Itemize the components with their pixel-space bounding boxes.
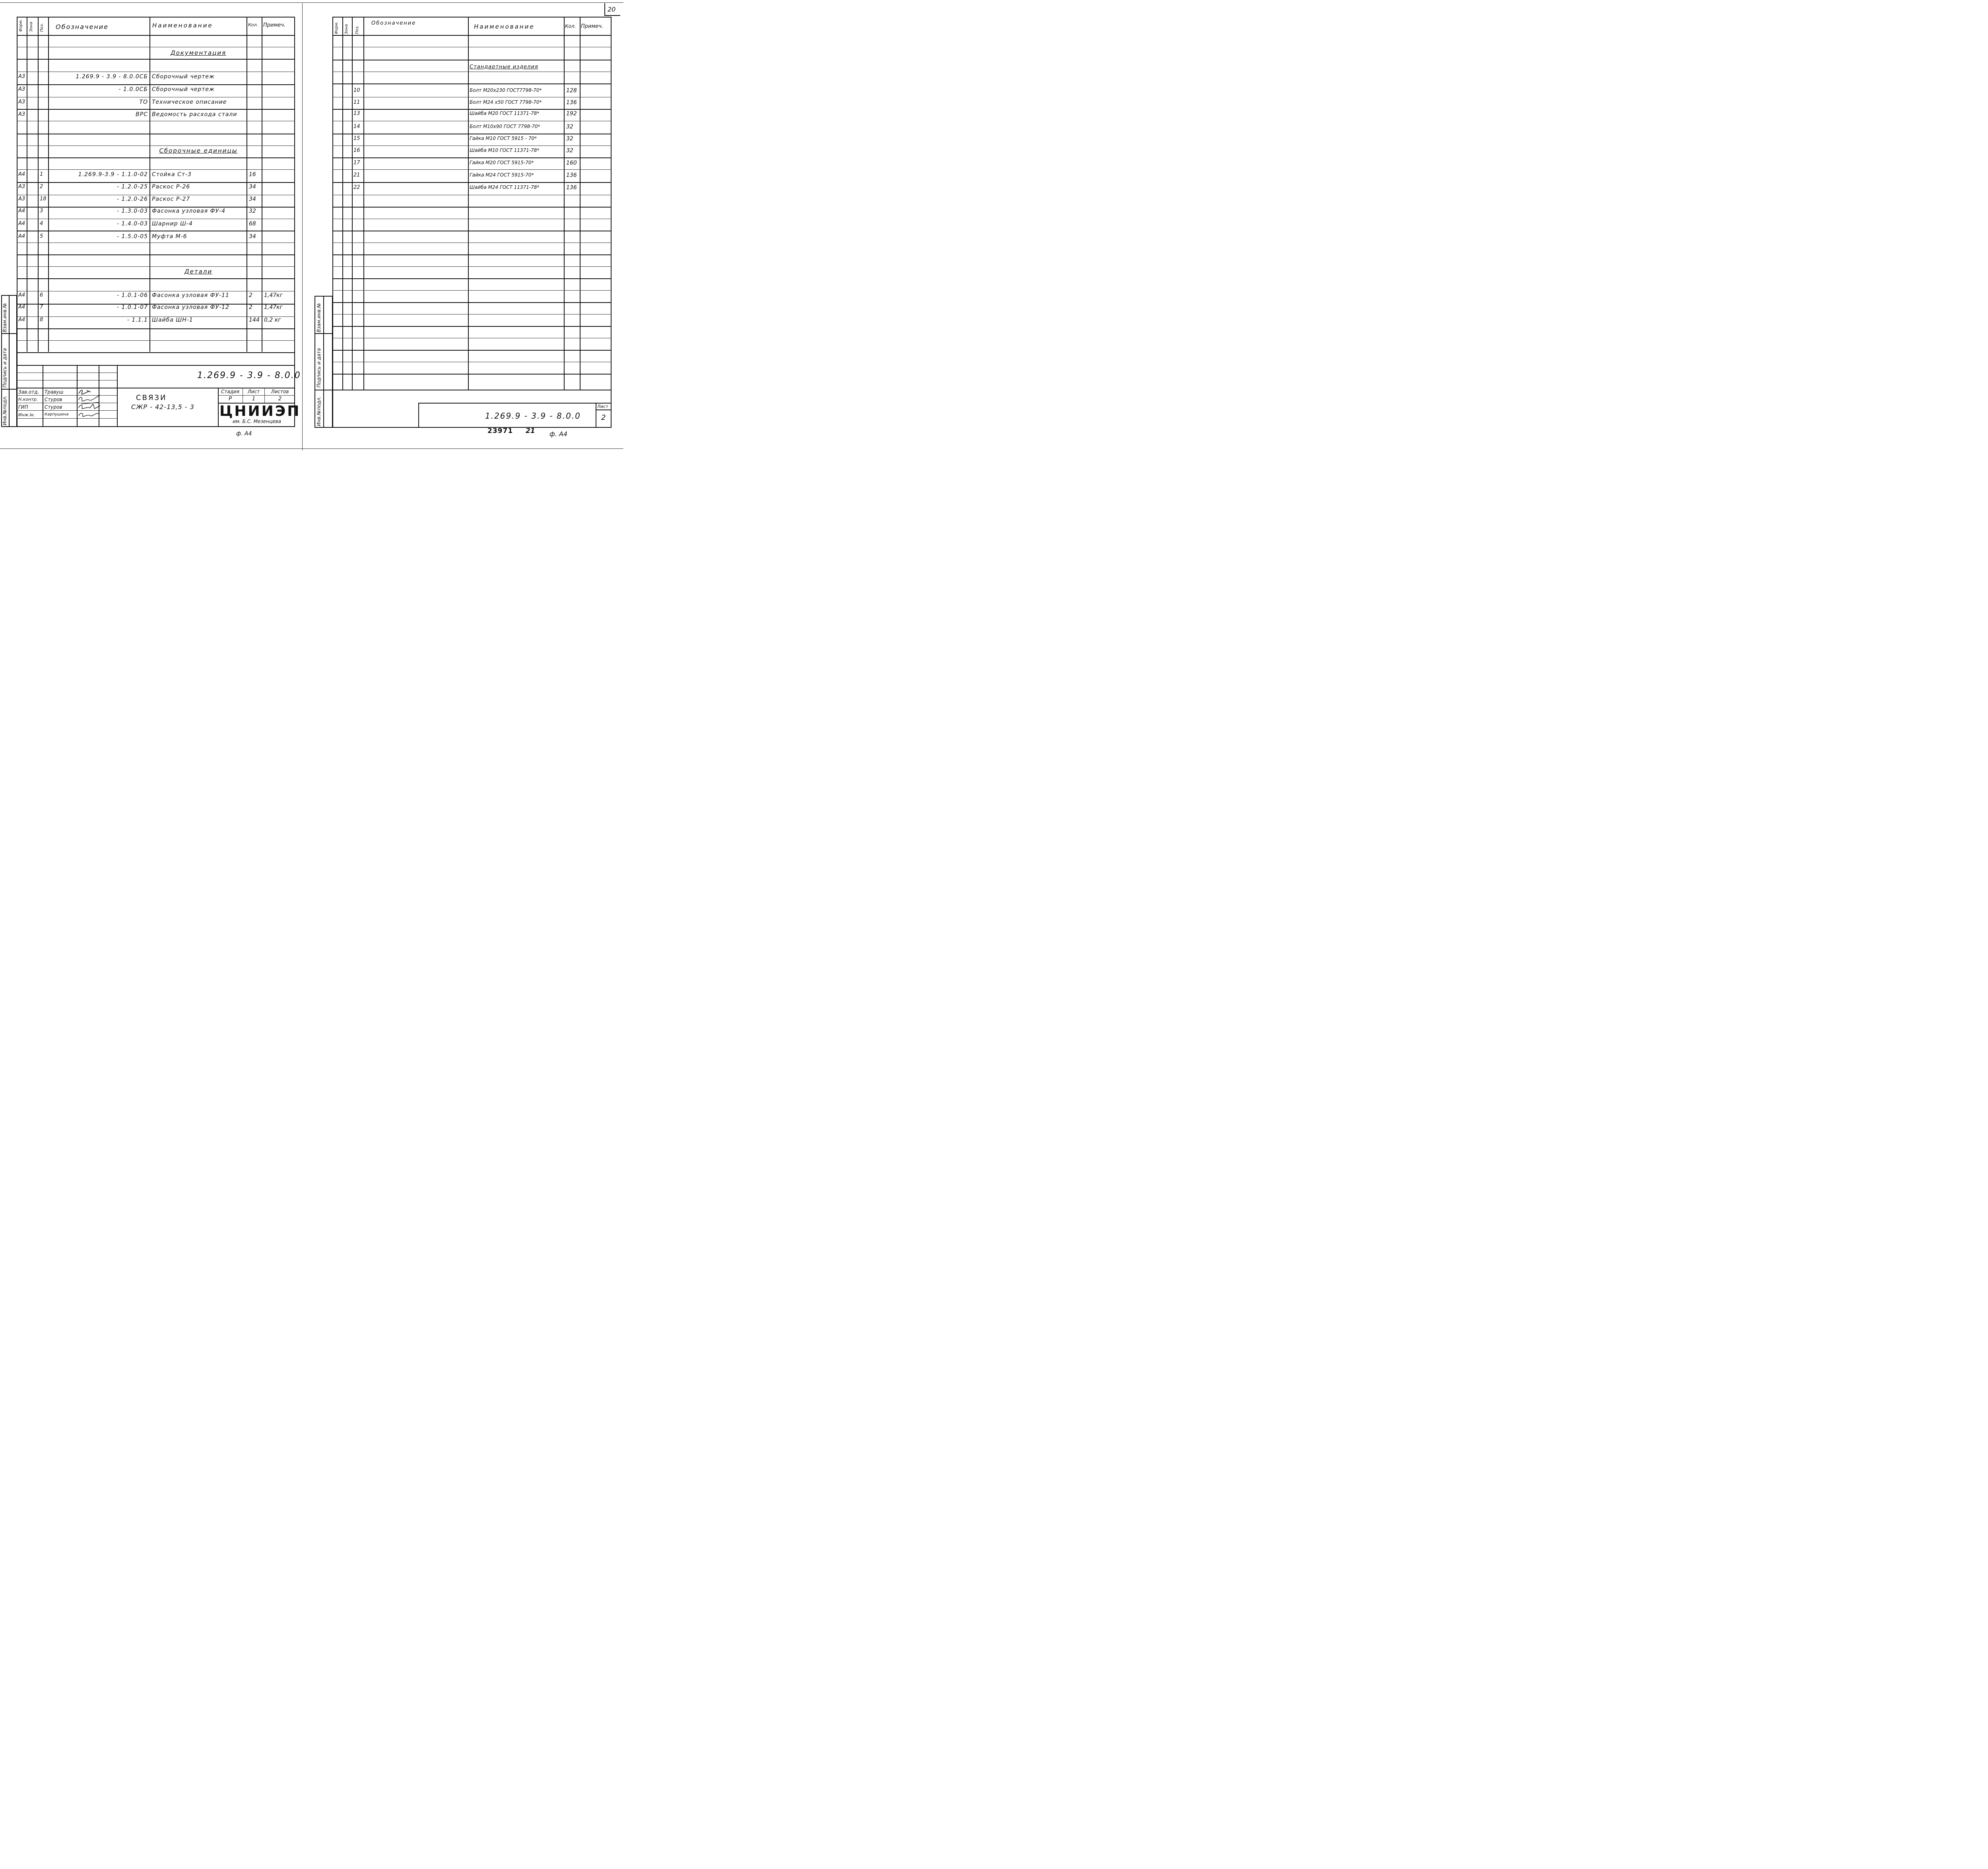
row-pos: 2 bbox=[40, 184, 43, 190]
row-format: А3 bbox=[18, 111, 25, 117]
header-note: Примеч. bbox=[263, 22, 286, 28]
col-line bbox=[352, 17, 353, 390]
row-qty: 32 bbox=[566, 124, 573, 130]
org-logo: ЦНИИЭП bbox=[219, 403, 301, 419]
row-qty: 160 bbox=[566, 160, 577, 166]
row-name: Шайба ШН-1 bbox=[152, 317, 193, 323]
section-heading: Документация bbox=[170, 49, 227, 56]
row-line bbox=[332, 278, 612, 279]
right-doc-code: 1.269.9 - 3.9 - 8.0.0 bbox=[485, 411, 581, 421]
row-format: А3 bbox=[18, 184, 25, 190]
col-line bbox=[468, 17, 469, 390]
role-gip: ГИП bbox=[18, 404, 28, 410]
tb-line bbox=[17, 365, 295, 366]
row-pos: 11 bbox=[353, 99, 360, 105]
sheet-value: 2 bbox=[601, 413, 606, 422]
side-label-sign: Подпись и дата bbox=[2, 348, 8, 388]
side-label-inv: Инв.№подл. bbox=[2, 395, 8, 425]
row-pos: 8 bbox=[40, 317, 43, 323]
row-designation: - 1.0.1-07 bbox=[117, 304, 148, 311]
row-qty: 136 bbox=[566, 99, 577, 106]
row-line bbox=[17, 157, 295, 158]
row-format: А4 bbox=[18, 304, 25, 310]
row-line bbox=[17, 169, 295, 170]
row-qty: 32 bbox=[566, 148, 573, 154]
row-pos: 10 bbox=[353, 87, 360, 93]
row-qty: 128 bbox=[566, 87, 577, 94]
col-line bbox=[38, 17, 39, 352]
header-pos: Поз. bbox=[355, 25, 359, 34]
row-pos: 13 bbox=[353, 111, 360, 116]
row-line bbox=[17, 340, 295, 341]
row-line bbox=[17, 328, 295, 329]
doc-title-line1: СВЯЗИ bbox=[136, 394, 167, 402]
row-format: А3 bbox=[18, 86, 25, 92]
row-format: А4 bbox=[18, 208, 25, 214]
side-strip-divider bbox=[323, 296, 324, 428]
row-format: А4 bbox=[18, 171, 25, 177]
header-note: Примеч. bbox=[581, 23, 604, 29]
row-qty: 32 bbox=[249, 208, 256, 214]
row-name: Шарнир Ш-4 bbox=[152, 221, 193, 227]
row-name: Сборочный чертеж bbox=[152, 74, 215, 80]
row-line bbox=[17, 182, 295, 183]
row-name: Муфта М-6 bbox=[152, 233, 187, 240]
row-qty: 68 bbox=[249, 221, 256, 227]
row-name: Раскос Р-27 bbox=[152, 196, 190, 202]
col-line bbox=[342, 17, 343, 390]
header-zone: Зона bbox=[29, 21, 33, 32]
col-line bbox=[48, 17, 49, 352]
header-qty: Кол. bbox=[565, 23, 576, 29]
tb-line bbox=[17, 395, 117, 396]
row-line bbox=[17, 35, 295, 36]
row-format: А3 bbox=[18, 99, 25, 105]
page-number: 20 bbox=[608, 6, 616, 13]
row-line bbox=[332, 182, 612, 183]
top-edge-line bbox=[0, 2, 623, 3]
row-line bbox=[17, 109, 295, 110]
row-pos: 7 bbox=[40, 304, 43, 310]
right-format-note: ф. А4 bbox=[549, 430, 567, 438]
row-designation: - 1.0.1-06 bbox=[117, 292, 148, 299]
row-line bbox=[17, 84, 295, 85]
side-strip-divider bbox=[1, 389, 17, 390]
row-line bbox=[332, 302, 612, 303]
row-line bbox=[332, 207, 612, 208]
side-strip-divider bbox=[9, 295, 10, 427]
row-name: Раскос Р-26 bbox=[152, 184, 190, 190]
right-frame bbox=[332, 17, 612, 428]
row-line bbox=[17, 278, 295, 279]
row-pos: 18 bbox=[40, 196, 47, 202]
sheets-label: Листов bbox=[271, 389, 289, 394]
row-line bbox=[332, 35, 612, 36]
row-name: Стойка Ст-3 bbox=[152, 171, 192, 178]
row-line bbox=[17, 207, 295, 208]
row-name: Шайба М20 ГОСТ 11371-78* bbox=[470, 111, 540, 116]
archive-number: 23971 bbox=[487, 427, 513, 435]
row-format: А4 bbox=[18, 221, 25, 227]
row-qty: 32 bbox=[566, 136, 573, 142]
row-name: Ведомость расхода стали bbox=[152, 111, 237, 118]
row-line bbox=[332, 350, 612, 351]
row-designation: - 1.0.0СБ bbox=[118, 86, 148, 93]
tb-line bbox=[218, 395, 295, 396]
row-line bbox=[332, 109, 612, 110]
row-name: Гайка М10 ГОСТ 5915 - 70* bbox=[470, 136, 537, 141]
left-format-note: ф. А4 bbox=[236, 431, 252, 437]
section-heading: Детали bbox=[184, 268, 213, 275]
row-format: А4 bbox=[18, 292, 25, 298]
col-line bbox=[363, 17, 364, 390]
sheet-label: Лист bbox=[247, 389, 260, 394]
left-doc-code: 1.269.9 - 3.9 - 8.0.0 bbox=[197, 371, 301, 380]
side-label-replace: Взам.инв.№ bbox=[2, 303, 8, 332]
row-designation: - 1.2.0-26 bbox=[117, 196, 148, 202]
row-format: А3 bbox=[18, 74, 25, 80]
header-qty: Кол. bbox=[248, 22, 258, 27]
row-name: Болт М10х90 ГОСТ 7798-70* bbox=[470, 124, 540, 129]
col-line bbox=[149, 17, 150, 352]
row-line bbox=[332, 169, 612, 170]
row-line bbox=[332, 83, 612, 84]
archive-sheet: 21 bbox=[526, 427, 535, 435]
tb-line bbox=[17, 410, 117, 411]
row-qty: 136 bbox=[566, 172, 577, 179]
row-designation: 1.269.9 - 3.9 - 8.0.0СБ bbox=[76, 74, 148, 80]
header-designation: Обозначение bbox=[371, 20, 416, 26]
row-line bbox=[332, 290, 612, 291]
row-qty: 136 bbox=[566, 184, 577, 191]
row-line bbox=[17, 352, 295, 353]
sheets-value: 2 bbox=[278, 396, 282, 402]
row-designation: - 1.5.0-05 bbox=[117, 233, 148, 240]
row-pos: 3 bbox=[40, 208, 43, 214]
row-name: Фасонка узловая ФУ-12 bbox=[152, 304, 229, 311]
row-format: А4 bbox=[18, 317, 25, 323]
name-head: Травуш bbox=[45, 389, 64, 395]
row-note: 1,47кг bbox=[264, 304, 283, 311]
row-qty: 192 bbox=[566, 111, 577, 117]
side-label-replace: Взам.инв.№ bbox=[316, 303, 322, 332]
row-line bbox=[17, 254, 295, 255]
row-designation: - 1.1.1 bbox=[127, 317, 148, 323]
row-pos: 1 bbox=[40, 171, 43, 177]
role-norm: Н.контр. bbox=[18, 397, 38, 402]
row-name: Гайка М24 ГОСТ 5915-70* bbox=[470, 172, 534, 178]
row-name: Гайка М20 ГОСТ 5915-70* bbox=[470, 160, 534, 165]
row-name: Фасонка узловая ФУ-4 bbox=[152, 208, 226, 214]
row-qty: 144 bbox=[249, 317, 260, 323]
section-heading: Сборочные единицы bbox=[159, 147, 238, 154]
row-pos: 14 bbox=[353, 124, 360, 130]
name-norm: Стуров bbox=[45, 397, 62, 402]
header-name: Наименование bbox=[474, 23, 535, 30]
row-pos: 22 bbox=[353, 184, 360, 190]
row-pos: 4 bbox=[40, 221, 43, 227]
row-qty: 34 bbox=[249, 233, 256, 240]
sheet-label: Лист bbox=[597, 404, 608, 409]
row-line bbox=[17, 266, 295, 267]
org-subtitle: им. Б.С. Мезенцева bbox=[233, 419, 281, 424]
row-pos: 5 bbox=[40, 233, 43, 239]
role-eng: Инж.Iк. bbox=[18, 412, 35, 417]
row-line bbox=[332, 326, 612, 327]
row-designation: - 1.2.0-25 bbox=[117, 184, 148, 190]
doc-title-line2: СЖР - 42-13,5 - 3 bbox=[131, 403, 194, 411]
bottom-edge-line bbox=[0, 448, 623, 449]
row-pos: 6 bbox=[40, 292, 43, 298]
row-name: Техническое описание bbox=[152, 99, 227, 105]
row-qty: 34 bbox=[249, 196, 256, 202]
header-format: Форм. bbox=[334, 21, 339, 34]
row-name: Болт М24 х50 ГОСТ 7798-70* bbox=[470, 99, 542, 105]
side-label-sign: Подпись и дата bbox=[316, 348, 322, 388]
page-fold-line bbox=[302, 3, 303, 450]
row-line bbox=[332, 266, 612, 267]
row-line bbox=[332, 374, 612, 375]
name-eng: Карпушина bbox=[45, 412, 69, 417]
row-qty: 16 bbox=[249, 171, 256, 178]
header-designation: Обозначение bbox=[56, 23, 109, 31]
side-label-inv: Инв.№подл. bbox=[316, 396, 322, 426]
row-qty: 2 bbox=[249, 292, 252, 299]
row-name: Болт М20х230 ГОСТ7798-70* bbox=[470, 87, 542, 93]
name-gip: Стуров bbox=[45, 404, 62, 410]
row-note: 0,2 кг bbox=[264, 317, 281, 323]
row-note: 1,47кг bbox=[264, 292, 283, 299]
header-pos: Поз. bbox=[40, 23, 44, 32]
row-designation: 1.269.9-3.9 - 1.1.0-02 bbox=[78, 171, 148, 178]
section-heading: Стандартные изделия bbox=[470, 64, 538, 70]
header-zone: Зона bbox=[344, 24, 349, 34]
row-name: Шайба М24 ГОСТ 11371-78* bbox=[470, 184, 540, 190]
row-qty: 34 bbox=[249, 184, 256, 190]
stage-value: Р bbox=[229, 396, 232, 402]
row-format: А3 bbox=[18, 196, 25, 202]
row-pos: 17 bbox=[353, 160, 360, 166]
row-pos: 21 bbox=[353, 172, 360, 178]
row-designation: - 1.4.0-03 bbox=[117, 221, 148, 227]
header-name: Наименование bbox=[152, 22, 213, 29]
side-strip-divider bbox=[1, 333, 17, 334]
row-pos: 15 bbox=[353, 136, 360, 142]
row-qty: 2 bbox=[249, 304, 252, 311]
row-line bbox=[332, 254, 612, 255]
tb-line bbox=[117, 365, 118, 427]
col-line bbox=[564, 17, 565, 390]
role-head: Зав.отд. bbox=[18, 389, 39, 395]
sheet-value: 1 bbox=[252, 396, 256, 402]
row-name: Сборочный чертеж bbox=[152, 86, 215, 93]
side-strip-divider bbox=[315, 333, 333, 334]
stage-label: Стадия bbox=[221, 389, 240, 394]
row-name: Шайба М10 ГОСТ 11371-78* bbox=[470, 148, 540, 153]
row-name: Фасонка узловая ФУ-11 bbox=[152, 292, 229, 299]
signatures-graphic bbox=[77, 388, 101, 419]
row-designation: ВРС bbox=[136, 111, 148, 118]
tb-line bbox=[17, 418, 117, 419]
row-line bbox=[332, 157, 612, 158]
row-designation: ТО bbox=[139, 99, 148, 105]
row-designation: - 1.3.0-03 bbox=[117, 208, 148, 214]
row-pos: 16 bbox=[353, 148, 360, 153]
row-line bbox=[17, 59, 295, 60]
header-format: Форм. bbox=[19, 19, 23, 32]
row-format: А4 bbox=[18, 233, 25, 239]
